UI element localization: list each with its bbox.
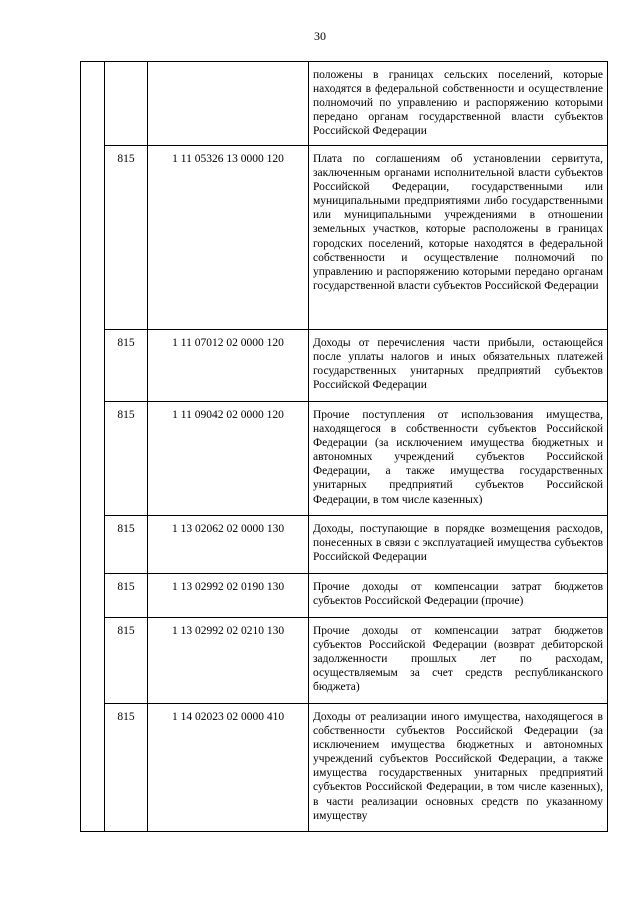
admin-code-cell: [105, 62, 148, 146]
table-row: [81, 402, 608, 516]
table-row: [81, 516, 608, 574]
admin-code-cell: 815: [105, 618, 148, 704]
table-row: [81, 704, 608, 832]
revenue-name-cell: Прочие доходы от компенсации затрат бюджетов субъектов Российской Федерации (возврат дебиторской задолженности прошлых лет по расходам, осуществляемым за счет средств республиканского бюджета): [309, 618, 608, 704]
budget-code-cell: 1 13 02992 02 0190 130: [148, 574, 309, 618]
table-body: [81, 62, 608, 832]
budget-code-cell: 1 13 02062 02 0000 130: [148, 516, 309, 574]
revenue-name-cell: положены в границах сельских поселений, которые находятся в федеральной собственности и осуществление полномочий по управлению и распоряжению которыми передано органам государственной власти субъектов Российской Федерации: [309, 62, 608, 146]
revenue-codes-table: [80, 61, 608, 832]
revenue-name-cell: Прочие доходы от компенсации затрат бюджетов субъектов Российской Федерации (прочие): [309, 574, 608, 618]
admin-code-cell: 815: [105, 704, 148, 832]
table-row: [81, 574, 608, 618]
revenue-name-cell: Прочие поступления от использования имущества, находящегося в собственности субъектов Российской Федерации (за исключением имущества бюджетных и автономных учреждений субъектов Российской Федерации, а также имущества государственных унитарных предприятий субъектов Российской Федерации, в том числе казенных): [309, 402, 608, 516]
admin-code-cell: 815: [105, 330, 148, 402]
admin-code-cell: 815: [105, 146, 148, 330]
table-row-continuation: [81, 62, 608, 146]
revenue-name-cell: Доходы от перечисления части прибыли, остающейся после уплаты налогов и иных обязательных платежей государственных унитарных предприятий субъектов Российской Федерации: [309, 330, 608, 402]
budget-code-cell: 1 14 02023 02 0000 410: [148, 704, 309, 832]
budget-code-cell: [148, 62, 309, 146]
revenue-name-cell: Доходы, поступающие в порядке возмещения расходов, понесенных в связи с эксплуатацией имущества субъектов Российской Федерации: [309, 516, 608, 574]
admin-code-cell: 815: [105, 574, 148, 618]
budget-code-cell: 1 11 07012 02 0000 120: [148, 330, 309, 402]
revenue-name-cell: Плата по соглашениям об установлении сервитута, заключенным органами исполнительной власти субъектов Российской Федерации, государственными или муниципальными предприятиями либо государственными или муниципальными учреждениями в отношении земельных участков, которые расположены в границах городских поселений, которые находятся в федеральной собственности и осуществление полномочий по управлению и распоряжению которыми передано органам государственной власти субъектов Российской Федерации: [309, 146, 608, 330]
admin-code-cell: 815: [105, 516, 148, 574]
budget-code-cell: 1 11 05326 13 0000 120: [148, 146, 309, 330]
budget-code-cell: 1 11 09042 02 0000 120: [148, 402, 309, 516]
table-row: [81, 146, 608, 330]
table-row: [81, 330, 608, 402]
page-number: 30: [314, 29, 326, 43]
budget-code-cell: 1 13 02992 02 0210 130: [148, 618, 309, 704]
table-row: [81, 618, 608, 704]
revenue-name-cell: Доходы от реализации иного имущества, находящегося в собственности субъектов Российской Федерации (за исключением имущества бюджетных и автономных учреждений субъектов Российской Федерации, а также имущества государственных унитарных предприятий субъектов Российской Федерации, в том числе казенных), в части реализации основных средств по указанному имуществу: [309, 704, 608, 832]
admin-code-cell: 815: [105, 402, 148, 516]
blank-left-column: [81, 62, 105, 832]
